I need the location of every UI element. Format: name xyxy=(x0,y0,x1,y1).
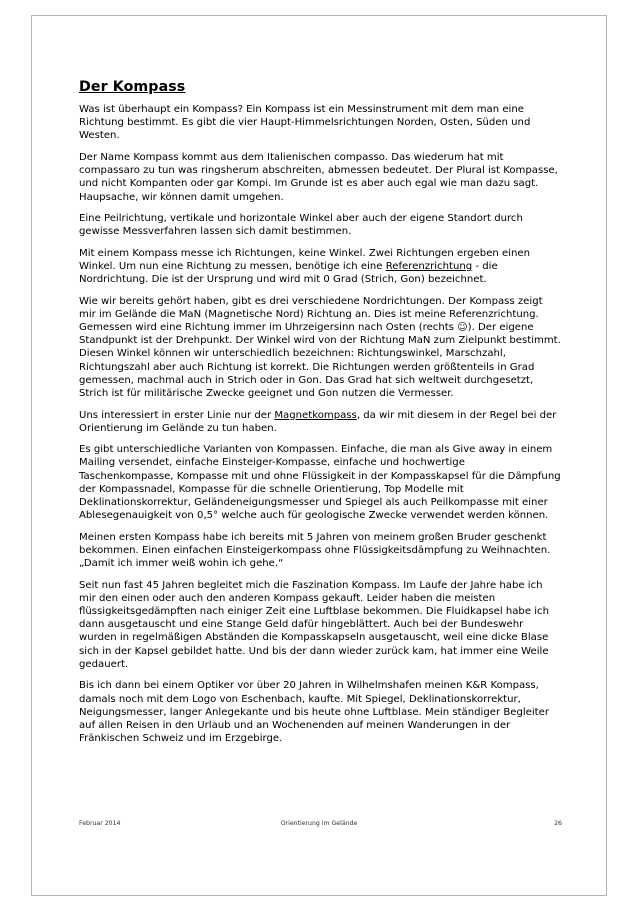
paragraph-bearing: Eine Peilrichtung, vertikale und horizontale Winkel aber auch der eigene Standort durch gewisse Messverfahren lassen sich damit bestimmen. xyxy=(79,213,523,238)
paragraph-reference-direction xyxy=(79,247,562,287)
paragraph-text: Mit einem Kompass messe ich Richtungen, keine Winkel. Zwei Richtungen ergeben einen Winkel. Um nun eine Richtung zu messen, benötige ich eine xyxy=(79,247,531,272)
paragraph-kr-compass: Bis ich dann bei einem Optiker vor über 20 Jahren in Wilhelmshafen meinen K&R Kompass, damals noch mit dem Logo von Eschenbach, kaufte. Mit Spiegel, Deklinationskorrektur, Neigungsmesser, langer Anlegekante und bis heute ohne Luftblase. Mein ständiger Begleiter auf allen Reisen in den Urlaub und an Wochenenden auf meinen Wanderungen in der Fränkischen Schweiz und im Erzgebirge. xyxy=(79,680,550,745)
paragraph-magnetic-compass xyxy=(79,409,562,435)
magnetkompass-link[interactable]: Magnetkompass xyxy=(274,409,357,421)
paragraph-fascination: Seit nun fast 45 Jahren begleitet mich die Faszination Kompass. Im Laufe der Jahre habe ich mir den einen oder auch den anderen Kompass gekauft. Leider haben die meisten flüssigkeitsgedämpften nach einiger Zeit eine Luftblase bekommen. Die Fluidkapsel habe ich dann ausgetauscht und eine Stange Geld dafür hingeblättert. Auch bei der Bundeswehr wurden in regelmäßigen Abständen die Kompasskapseln ausgetauscht, weil eine dicke Blase sich in der Kapsel gebildet hatte. Und bis der dann wieder zurück kam, hat immer eine Weile gedauert. xyxy=(79,579,549,670)
paragraph-text: , da wir mit diesem in der Regel bei der Orientierung im Gelände zu tun haben. xyxy=(79,409,557,434)
page-number: 26 xyxy=(554,820,562,827)
document-body xyxy=(79,79,562,754)
referenzrichtung-link[interactable]: Referenzrichtung xyxy=(385,260,473,272)
paragraph-first-compass: Meinen ersten Kompass habe ich bereits mit 5 Jahren von meinem großen Bruder geschenkt bekommen. Einen einfachen Einsteigerkompass ohne Flüssigkeitsdämpfung zu Weihnachten. „Damit ich immer weiß wohin ich gehe.“ xyxy=(79,531,551,570)
paragraph-text: - die Nordrichtung. Die ist der Ursprung und wird mit 0 Grad (Strich, Gon) bezeichnet. xyxy=(79,260,498,286)
paragraph-text: Uns interessiert in erster Linie nur der xyxy=(79,409,275,421)
footer-date: Februar 2014 xyxy=(79,820,121,827)
paragraph-name-origin: Der Name Kompass kommt aus dem Italienischen compasso. Das wiederum hat mit compassaro zu tun was ringsherum abschreiten, abmessen bedeutet. Der Plural ist Kompasse, und nicht Kompanten oder gar Kompi. Im Grunde ist es aber auch egal wie man dazu sagt. Haupsache, wir können damit umgehen. xyxy=(79,151,558,203)
footer-section-title: Orientierung im Gelände xyxy=(280,820,358,827)
paragraph-north-directions: Wie wir bereits gehört haben, gibt es drei verschiedene Nordrichtungen. Der Kompass zeigt mir im Gelände die MaN (Magnetische Nord) Richtung an. Dies ist meine Referenzrichtung. Gemessen wird eine Richtung immer im Uhrzeigersinn nach Osten (rechts ☺). Der eigene Standpunkt ist der Drehpunkt. Der Winkel wird von der Richtung MaN zum Zielpunkt bestimmt. Diesen Winkel können wir unterschiedlich bezeichnen: Richtungswinkel, Marschzahl, Richtungszahl aber auch Richtung ist korrekt. Die Richtungen werden größtenteils in Grad gemessen, machmal auch in Strich oder in Gon. Das Grad hat sich weltweit durchgesetzt, Strich ist für militärische Zwecke geeignet und Gon nutzen die Vermesser. xyxy=(79,295,561,400)
paragraph-variants: Es gibt unterschiedliche Varianten von Kompassen. Einfache, die man als Give away in einem Mailing versendet, einfache Einsteiger-Kompasse, einfache und hochwertige Taschenkompasse, Kompasse mit und ohne Flüssigkeit in der Kompasskapsel für die Dämpfung der Kompassnadel, Kompasse für die schnelle Orientierung, Top Modelle mit Deklinationskorrektur, Geländeneigungsmesser und Spiegel als auch Peilkompasse mit einer Ablesegenauigkeit von 0,5° welche auch für geologische Zwecke verwendet werden können. xyxy=(79,444,561,522)
paragraph-definition: Was ist überhaupt ein Kompass? Ein Kompass ist ein Messinstrument mit dem man eine Richtung bestimmt. Es gibt die vier Haupt-Himmelsrichtungen Norden, Osten, Süden und Westen. xyxy=(79,104,531,142)
document-title: Der Kompass xyxy=(79,79,186,95)
